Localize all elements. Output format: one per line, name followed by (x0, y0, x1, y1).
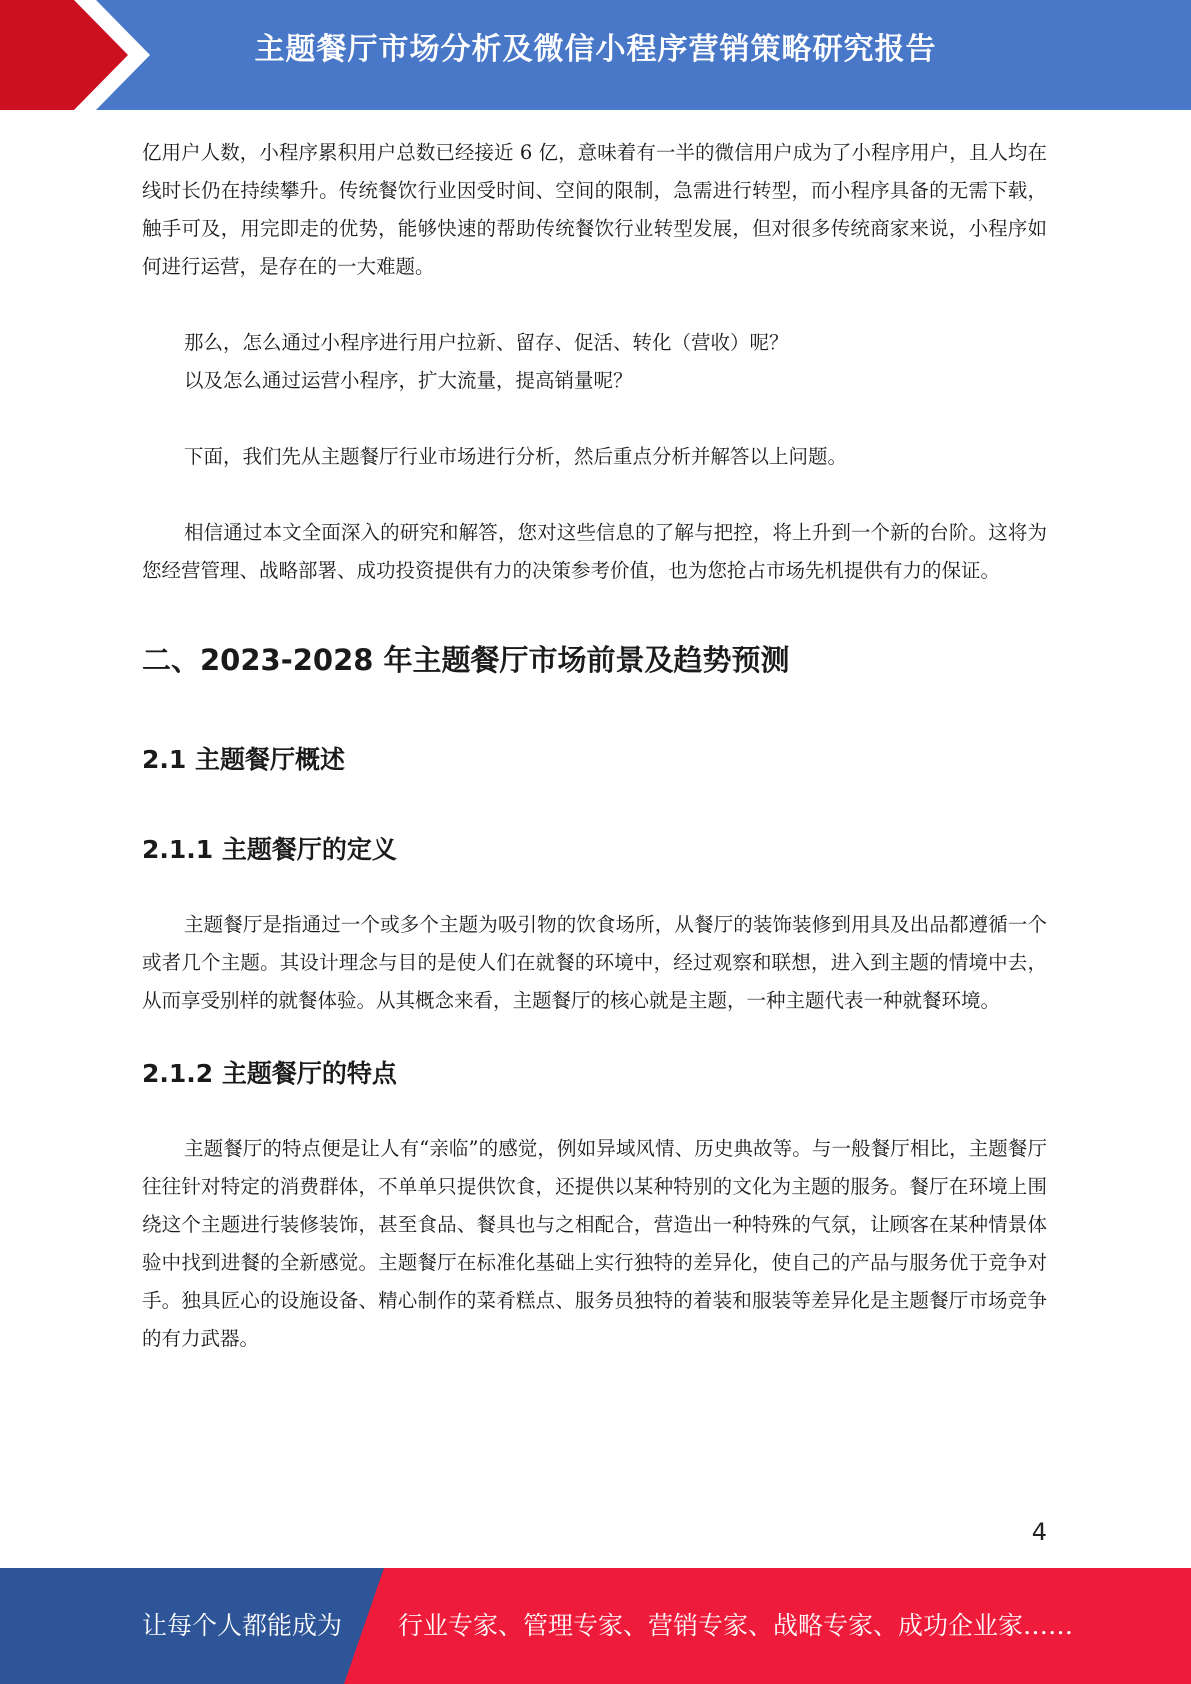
paragraph: 那么，怎么通过小程序进行用户拉新、留存、促活、转化（营收）呢？ (184, 331, 789, 354)
paragraph: 亿用户人数，小程序累积用户总数已经接近 6 亿，意味着有一半的微信用户成为了小程序用户，且人均在线时长仍在持续攀升。传统餐饮行业因受时间、空间的限制，急需进行转型，而小程序具备的无需下载，触手可及，用完即走的优势，能够快速的帮助传统餐饮行业转型发展，但对很多传统商家来说，小程序如何进行运营，是存在的一大难题。 (142, 141, 1047, 278)
paragraph: 主题餐厅是指通过一个或多个主题为吸引物的饮食场所，从餐厅的装饰装修到用具及出品都遵循一个或者几个主题。其设计理念与目的是使人们在就餐的环境中，经过观察和联想，进入到主题的情境中去，从而享受别样的就餐体验。从其概念来看，主题餐厅的核心就是主题，一种主题代表一种就餐环境。 (142, 913, 1047, 1012)
paragraph: 主题餐厅的特点便是让人有“亲临”的感觉，例如异域风情、历史典故等。与一般餐厅相比，主题餐厅往往针对特定的消费群体，不单单只提供饮食，还提供以某种特别的文化为主题的服务。餐厅在环境上围绕这个主题进行装修装饰，甚至食品、餐具也与之相配合，营造出一种特殊的气氛，让顾客在某种情景体验中找到进餐的全新感觉。主题餐厅在标准化基础上实行独特的差异化，使自己的产品与服务优于竞争对手。独具匠心的设施设备、精心制作的菜肴糕点、服务员独特的着装和服装等差异化是主题餐厅市场竞争的有力武器。 (142, 1137, 1047, 1350)
paragraph: 以及怎么通过运营小程序，扩大流量，提高销量呢？ (184, 369, 633, 392)
paragraph: 相信通过本文全面深入的研究和解答，您对这些信息的了解与把控，将上升到一个新的台阶。这将为您经营管理、战略部署、成功投资提供有力的决策参考价值，也为您抢占市场先机提供有力的保证。 (142, 521, 1047, 582)
page-footer (0, 1568, 1191, 1684)
header-arrow-decoration (0, 0, 160, 110)
page-number: 4 (1031, 1518, 1047, 1546)
document-title: 主题餐厅市场分析及微信小程序营销策略研究报告 (254, 32, 937, 67)
paragraph: 下面，我们先从主题餐厅行业市场进行分析，然后重点分析并解答以上问题。 (184, 445, 848, 468)
footer-slogan-left: 让每个人都能成为 (142, 1611, 343, 1640)
footer-slogan-right: 行业专家、管理专家、营销专家、战略专家、成功企业家…… (398, 1611, 1074, 1640)
section-heading: 二、2023-2028 年主题餐厅市场前景及趋势预测 (142, 643, 790, 677)
subsection-heading: 2.1 主题餐厅概述 (142, 745, 345, 774)
page-header (0, 0, 1191, 110)
subsection-heading: 2.1.2 主题餐厅的特点 (142, 1059, 397, 1088)
subsection-heading: 2.1.1 主题餐厅的定义 (142, 835, 397, 864)
page-content (142, 134, 1047, 1358)
